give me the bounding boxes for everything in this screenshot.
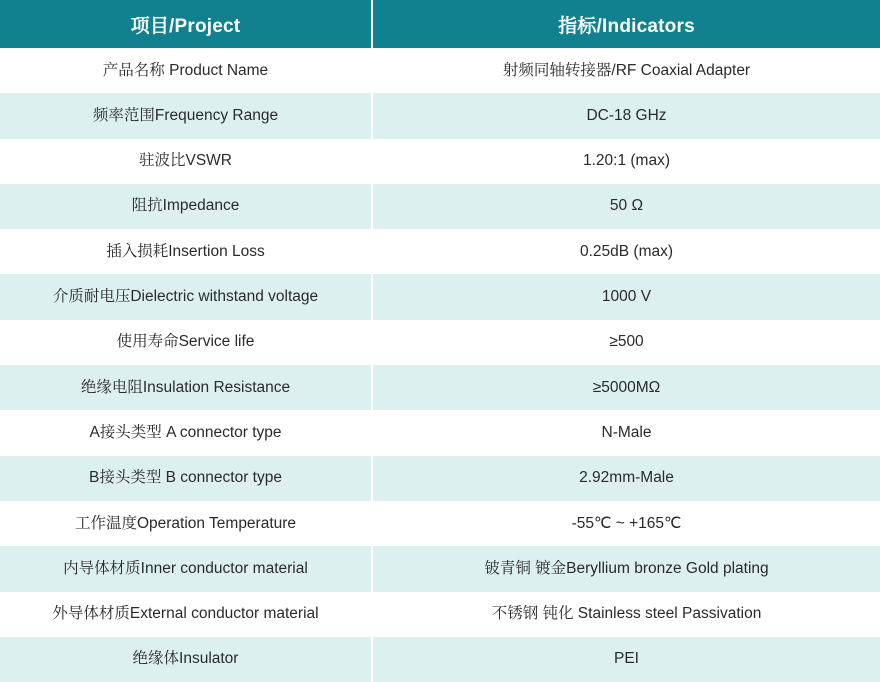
cell-indicator: ≥5000MΩ [372, 365, 880, 410]
cell-indicator: 1000 V [372, 274, 880, 319]
cell-indicator: -55℃ ~ +165℃ [372, 501, 880, 546]
table-body [0, 48, 880, 682]
cell-project: 产品名称 Product Name [0, 48, 372, 93]
cell-project: 绝缘电阻Insulation Resistance [0, 365, 372, 410]
column-header-project: 项目/Project [0, 0, 372, 48]
table-header [0, 0, 880, 48]
cell-indicator: 50 Ω [372, 184, 880, 229]
cell-project: 使用寿命Service life [0, 320, 372, 365]
table-row [0, 229, 880, 274]
column-header-indicators: 指标/Indicators [372, 0, 880, 48]
cell-indicator: ≥500 [372, 320, 880, 365]
table-row [0, 546, 880, 591]
cell-project: 驻波比VSWR [0, 139, 372, 184]
cell-indicator: 1.20:1 (max) [372, 139, 880, 184]
table-row [0, 456, 880, 501]
table-row [0, 637, 880, 682]
table-row [0, 48, 880, 93]
table-row [0, 93, 880, 138]
cell-indicator: DC-18 GHz [372, 93, 880, 138]
cell-indicator: 不锈钢 钝化 Stainless steel Passivation [372, 592, 880, 637]
cell-project: A接头类型 A connector type [0, 410, 372, 455]
cell-indicator: N-Male [372, 410, 880, 455]
cell-project: 插入损耗Insertion Loss [0, 229, 372, 274]
table-row [0, 410, 880, 455]
cell-project: B接头类型 B connector type [0, 456, 372, 501]
cell-indicator: 铍青铜 镀金Beryllium bronze Gold plating [372, 546, 880, 591]
table-row [0, 365, 880, 410]
cell-project: 工作温度Operation Temperature [0, 501, 372, 546]
cell-indicator: 2.92mm-Male [372, 456, 880, 501]
cell-project: 绝缘体Insulator [0, 637, 372, 682]
table-row [0, 320, 880, 365]
table-row [0, 139, 880, 184]
cell-project: 频率范围Frequency Range [0, 93, 372, 138]
cell-indicator: 射频同轴转接器/RF Coaxial Adapter [372, 48, 880, 93]
table-row [0, 184, 880, 229]
table-row [0, 274, 880, 319]
cell-project: 内导体材质Inner conductor material [0, 546, 372, 591]
table-header-row [0, 0, 880, 48]
cell-indicator: PEI [372, 637, 880, 682]
cell-project: 阻抗Impedance [0, 184, 372, 229]
table-row [0, 501, 880, 546]
cell-indicator: 0.25dB (max) [372, 229, 880, 274]
cell-project: 外导体材质External conductor material [0, 592, 372, 637]
table-row [0, 592, 880, 637]
cell-project: 介质耐电压Dielectric withstand voltage [0, 274, 372, 319]
